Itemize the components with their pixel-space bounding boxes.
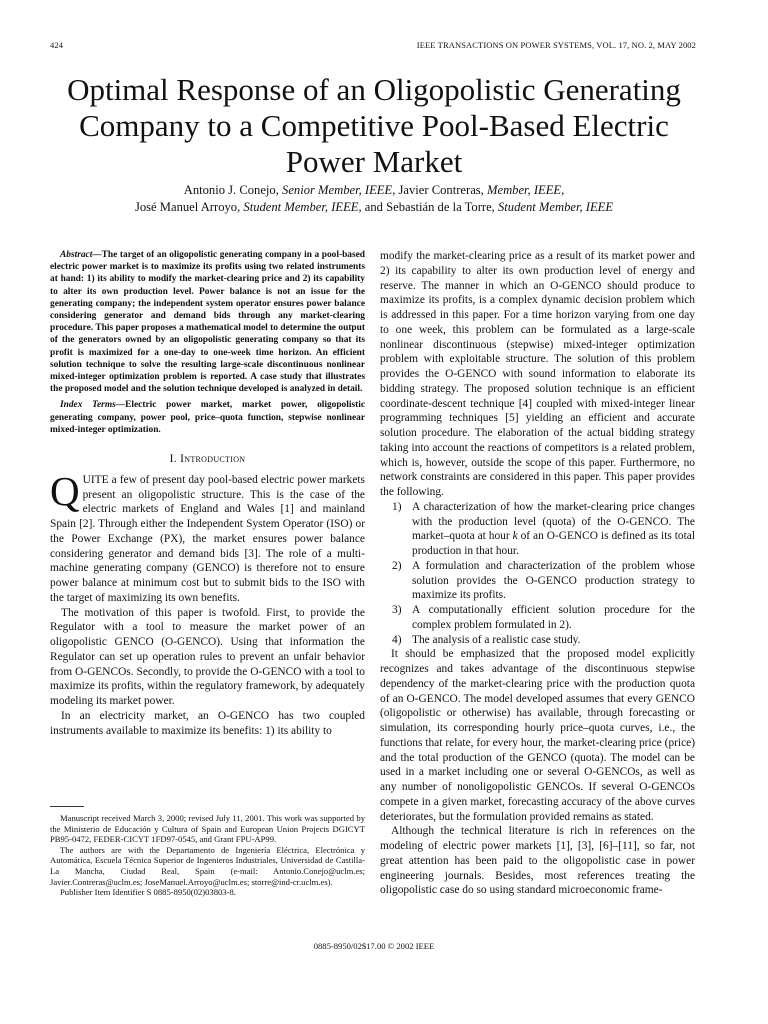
- footnote-rule: [50, 806, 84, 807]
- drop-cap: Q: [50, 467, 80, 514]
- author-name: Javier Contreras,: [398, 183, 484, 197]
- intro-paragraph-1: [50, 467, 365, 606]
- intro-paragraph-3: In an electricity market, an O-GENCO has two coupled instruments available to maximize its benefits: 1) its ability to: [50, 709, 365, 737]
- list-item: 4) The analysis of a realistic case study.: [392, 633, 581, 646]
- index-terms-lead: Index Terms—: [60, 400, 126, 411]
- list-number: 3): [392, 604, 402, 616]
- page-number: 424: [50, 40, 64, 50]
- list-item: 3) A computationally efficient solution procedure for the complex problem formulated in 2).: [392, 604, 695, 631]
- list-item: 1) A characterization of how the market-clearing price changes with the production level (quota) of the O-GENCO. The market–quota at hour k of an O-GENCO is defined as its total production in that hour.: [392, 500, 695, 557]
- copyright-line: 0885-8950/02$17.00 © 2002 IEEE: [313, 941, 435, 951]
- author-name: José Manuel Arroyo,: [134, 200, 241, 214]
- footnote: [50, 813, 365, 898]
- index-terms: [50, 399, 365, 436]
- author-role: Member, IEEE,: [486, 183, 565, 197]
- section-title: Introduction: [180, 453, 246, 466]
- section-heading: [50, 452, 365, 467]
- footnote-manuscript: Manuscript received March 3, 2000; revised July 11, 2001. This work was supported by the Ministerio de Educación y Cultura of Spain and European Union Projects DGICYT PB95-0472, FEDER-CICYT 1FD97-0545, and Grant FPU-AP99.: [50, 813, 365, 845]
- right-column: [380, 249, 695, 898]
- author-role: Student Member, IEEE,: [243, 200, 362, 214]
- right-paragraph-2: It should be emphasized that the proposed model explicitly recognizes and takes advantage of the discontinuous stepwise dependency of the market-clearing price with the production quota of an O-GENCO. The model developed assumes that every GENCO (oligopolistic or otherwise) has available, through forecasting or simulation, its corresponding hourly price–quota curves, i.e., the functions that relate, for every hour, the market-clearing price (price) and the total production of the GENCO (quota). The model can be used in a market including one or several O-GENCOs, as well as any number of nonoligopolistic GENCOs. If several O-GENCOs compete in a given market, forecasting accuracy of the above curves deteriorates, but the formulation provided remains as stated.: [380, 648, 695, 823]
- abstract-text: The target of an oligopolistic generating company in a pool-based electric power market is to maximize its profits using two related instruments at hand: 1) its ability to modify the market-clearing price and 2) its capability to alter its own production level. Power balance is not an issue for the generating company; the independent system operator ensures power balance considering generator and demand bids through any market-clearing procedure. This paper proposes a mathematical model to determine the output of the generators owned by an oligopolistic generating company so that its profit is maximized for a one-day to one-week time horizon. An efficient solution technique to solve the resulting large-scale discontinuous nonlinear mixed-integer optimization problem is reported. A case study that illustrates the proposed model and the solution technique developed is analyzed in detail.: [50, 250, 365, 395]
- paper-title: Optimal Response of an Oligopolistic Generating Company to a Competitive Pool-Based Electric Power Market: [67, 72, 681, 179]
- author-role: Student Member, IEEE: [497, 200, 614, 214]
- abstract-lead: Abstract—: [60, 250, 102, 260]
- journal-header: IEEE TRANSACTIONS ON POWER SYSTEMS, VOL. 17, NO. 2, MAY 2002: [416, 40, 696, 50]
- contribution-list: [380, 500, 695, 648]
- author-line-2: [40, 199, 708, 216]
- footnote-affiliation: The authors are with the Departamento de Ingeniería Eléctrica, Electrónica y Automática, Escuela Técnica Superior de Ingenieros Industriales, Universidad de Castilla-La Mancha, Ciudad Real, Spain (e-mail: Antonio.Conejo@uclm.es; Javier.Contreras@uclm.es; JoseManuel.Arroyo@uclm.es; storre@ind-cr.uclm.es).: [50, 844, 365, 887]
- intro-paragraph-2: The motivation of this paper is twofold. First, to provide the Regulator with a tool to measure the market power of an oligopolistic GENCO (O-GENCO). Using that information the Regulator can set up operation rules to prevent an unfair behavior from O-GENCOs. Secondly, to provide the O-GENCO with a tool to maximize its profits, within the regulatory framework, by adequately modeling its market power.: [50, 606, 365, 708]
- footnote-identifier: Publisher Item Identifier S 0885-8950(02)03803-8.: [60, 887, 236, 898]
- right-paragraph-1: modify the market-clearing price as a result of its market power and 2) its capability to alter its own production level of energy and reserve. The manner in which an O-GENCO should produce to maximize its profits, is a complex dynamic decision problem which is addressed in this paper. For a time horizon varying from one day to one week, this problem can be formulated as a large-scale nonlinear discontinuous (stepwise) mixed-integer optimization problem with exploitable structure. The solution of this problem provides the O-GENCO with sound information to elaborate its bidding strategy. The proposed solution technique is an efficient coordinate-descent technique [4] coupled with mixed-integer linear programming techniques [5] yielding an efficient and accurate solution procedure. The elaboration of the actual bidding strategy taking into account the reactions of competitors is a related problem, which is, however, outside the scope of this paper. Furthermore, no network constraints are considered in this paper. This paper provides the following.: [380, 250, 695, 498]
- list-number: 4): [392, 633, 402, 646]
- abstract: [50, 249, 365, 395]
- author-name: Antonio J. Conejo,: [183, 183, 279, 197]
- right-paragraph-3: Although the technical literature is rich in references on the modeling of electric power markets [1], [3], [6]–[11], so far, not great attention has been paid to the oligopolistic case in power engineering journals. Besides, most references treating the oligopolistic case do so using standard microeconomic frame-: [380, 825, 695, 897]
- author-role: Senior Member, IEEE,: [282, 183, 396, 197]
- author-name: Sebastián de la Torre,: [386, 200, 495, 214]
- list-number: 1): [392, 500, 402, 513]
- section-number: I.: [169, 453, 177, 466]
- index-terms-text: Electric power market, market power, oligopolistic generating company, power pool, price–quota function, stepwise nonlinear mixed-integer optimization.: [50, 400, 365, 435]
- author-line-1: [40, 182, 708, 199]
- author-list: [40, 182, 708, 216]
- list-item: 2) A formulation and characterization of the problem whose solution provides the O-GENCO production strategy to maximize its profits.: [392, 559, 695, 602]
- intro-text-1: UITE a few of present day pool-based electric power markets present an oligopolistic structure. This is the case of the electric markets of England and Wales [1] and mainland Spain [2]. Through either the Independent System Operator (ISO) or the Power Exchange (PX), the market ensures power balance considering generator and demand bids [3]. The role of a multi-machine generating company (GENCO) is therefore not to ensure power balance at minimum cost but to submit bids to the ISO with the target of maximizing its own benefits.: [50, 473, 365, 604]
- math-variable: k: [512, 530, 518, 543]
- left-column: [50, 249, 365, 738]
- list-number: 2): [392, 559, 402, 572]
- author-conjunction: and: [364, 200, 383, 214]
